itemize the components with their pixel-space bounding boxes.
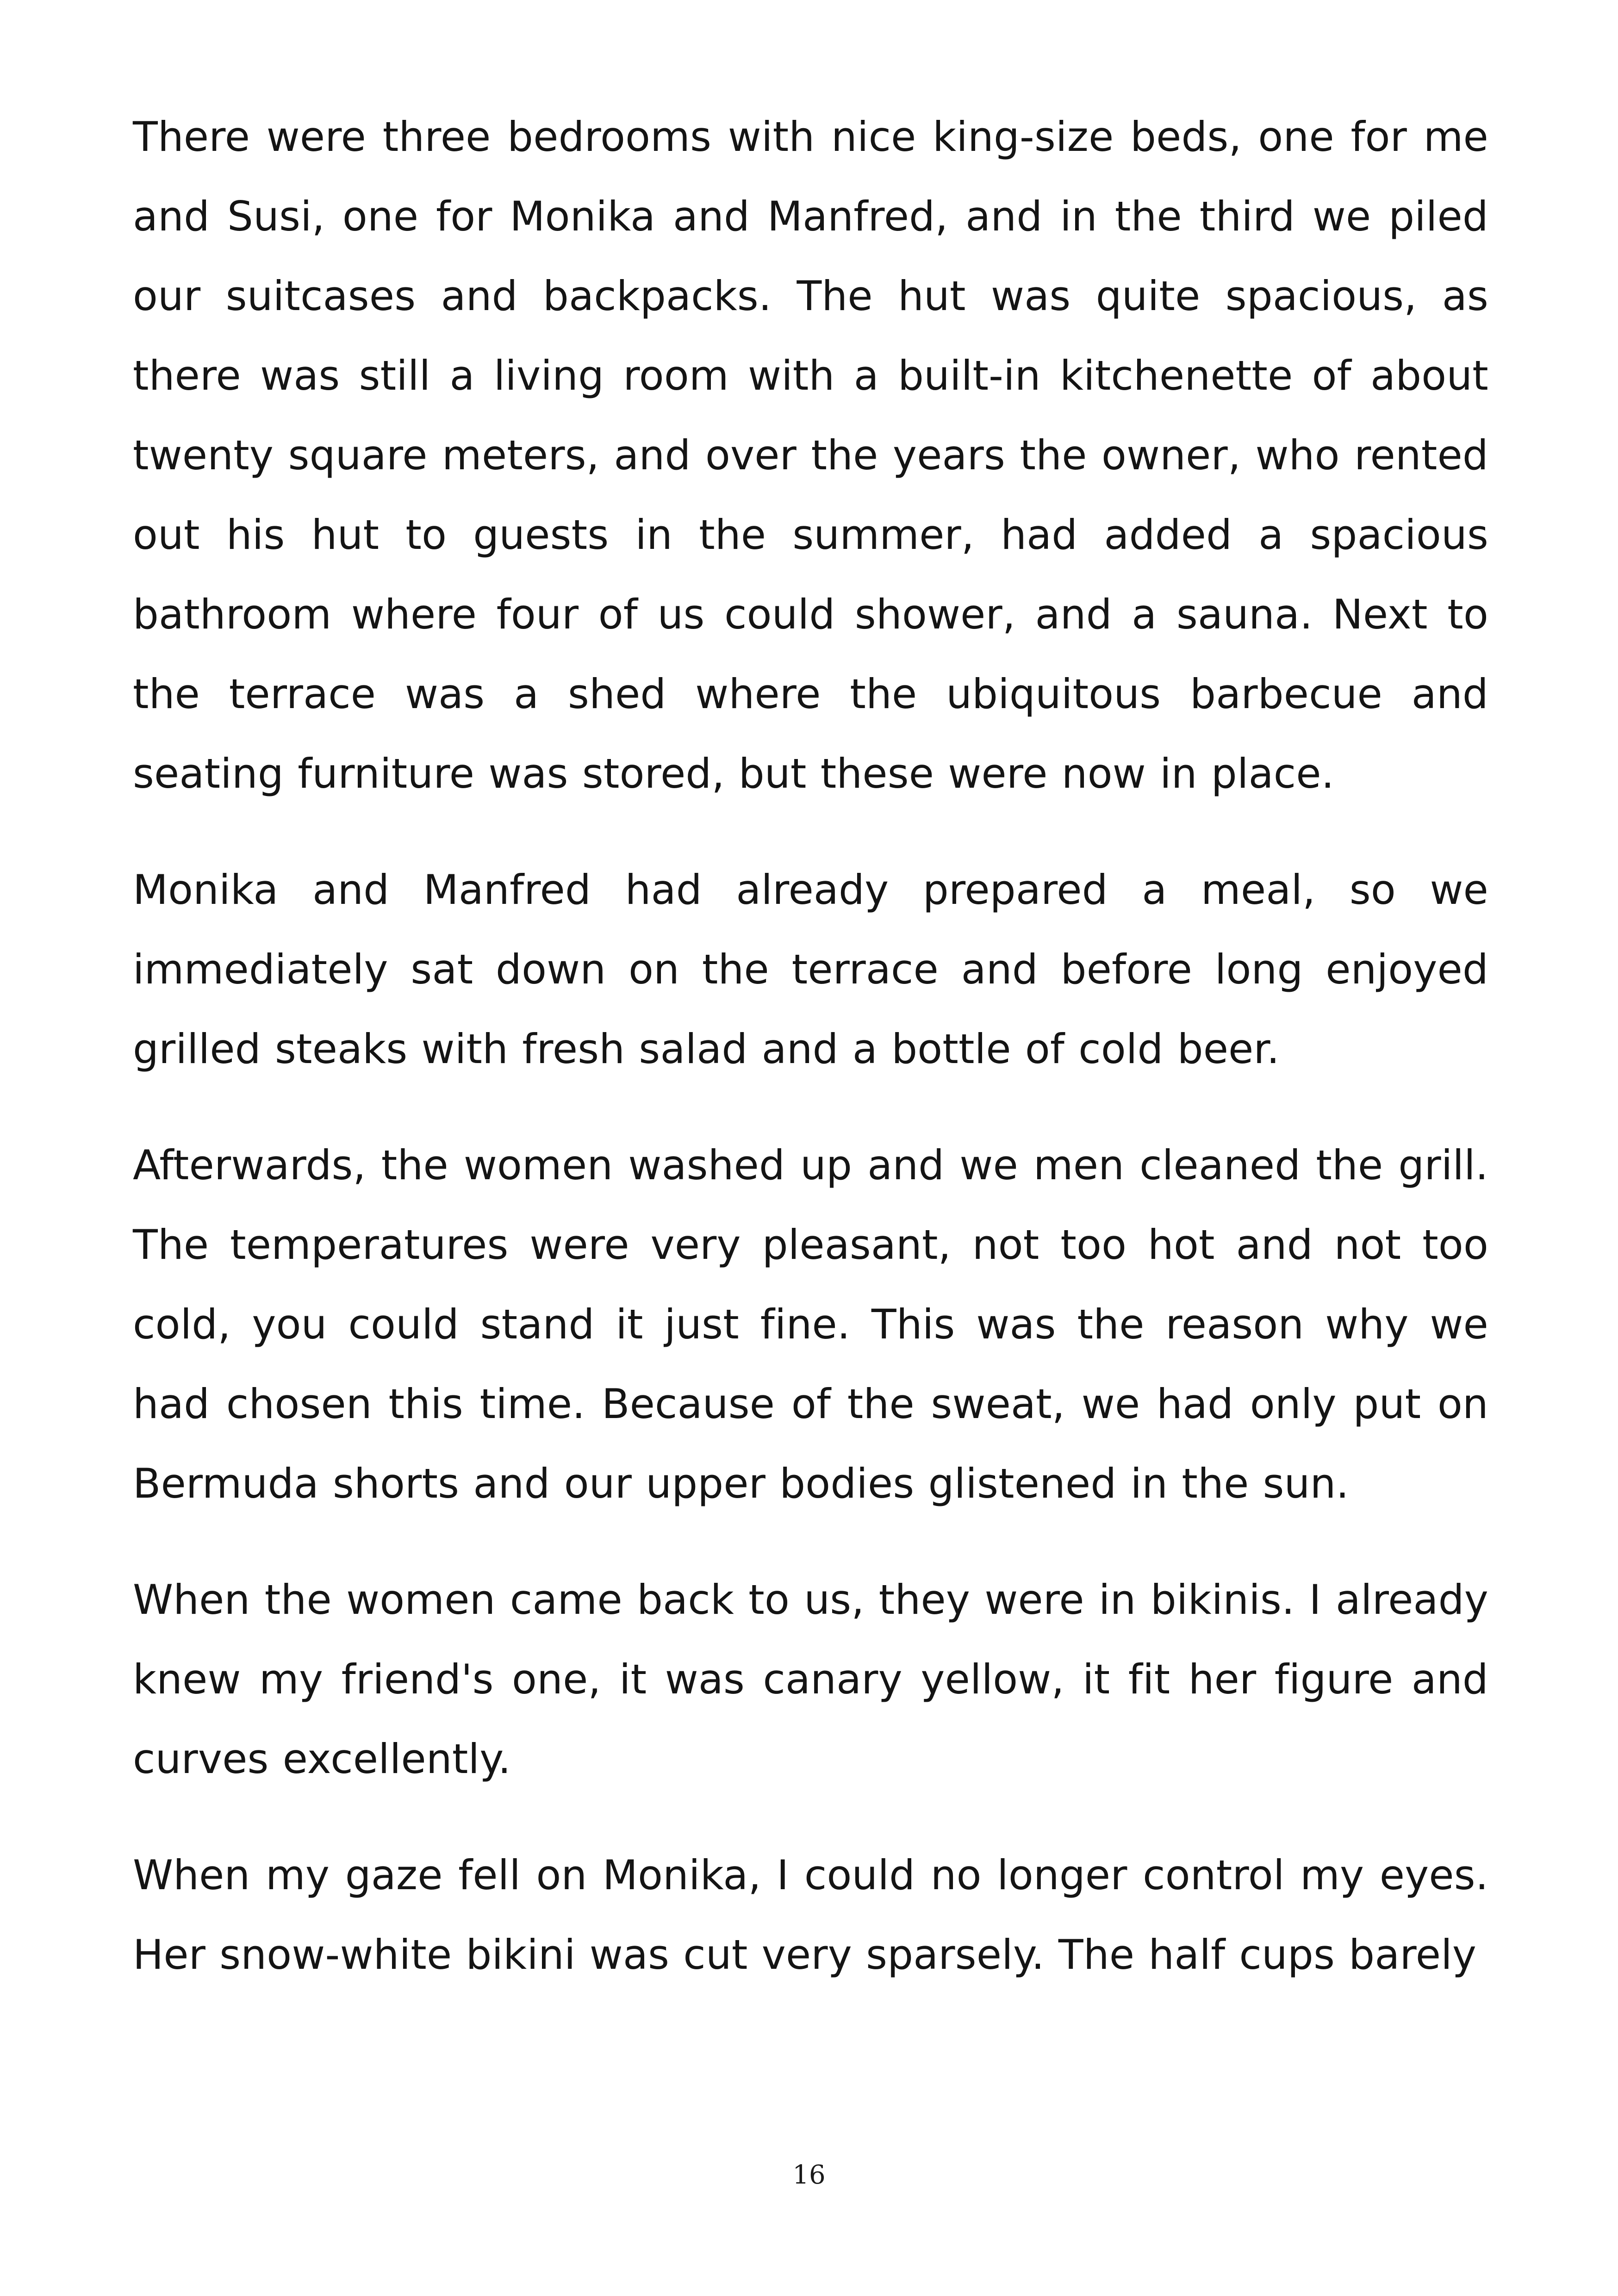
paragraph-bikinis: When the women came back to us, they were in bikinis. I already knew my friend's one, it was canary yellow, it fit her figure and curves excellently. [133,1576,1488,1783]
paragraph-bedrooms: There were three bedrooms with nice king-size beds, one for me and Susi, one for Monika and Manfred, and in the third we piled our suitcases and backpacks. The hut was quite spacious, as there was still a living room with a built-in kitchenette of about twenty square meters, and over the years the owner, who rented out his hut to guests in the summer, had added a spacious bathroom where four of us could shower, and a sauna. Next to the terrace was a shed where the ubiquitous barbecue and seating furniture was stored, but these were now in place. [133,113,1488,797]
body-text [133,97,1488,1995]
page-number: 16 [792,2160,826,2190]
paragraph-monika: When my gaze fell on Monika, I could no longer control my eyes. Her snow-white bikini was cut very sparsely. The half cups barely [133,1851,1488,1979]
paragraph-afterwards: Afterwards, the women washed up and we men cleaned the grill. The temperatures were very pleasant, not too hot and not too cold, you could stand it just fine. This was the reason why we had chosen this time. Because of the sweat, we had only put on Bermuda shorts and our upper bodies glistened in the sun. [133,1141,1488,1507]
paragraph-meal: Monika and Manfred had already prepared a meal, so we immediately sat down on the terrace and before long enjoyed grilled steaks with fresh salad and a bottle of cold beer. [133,866,1488,1073]
